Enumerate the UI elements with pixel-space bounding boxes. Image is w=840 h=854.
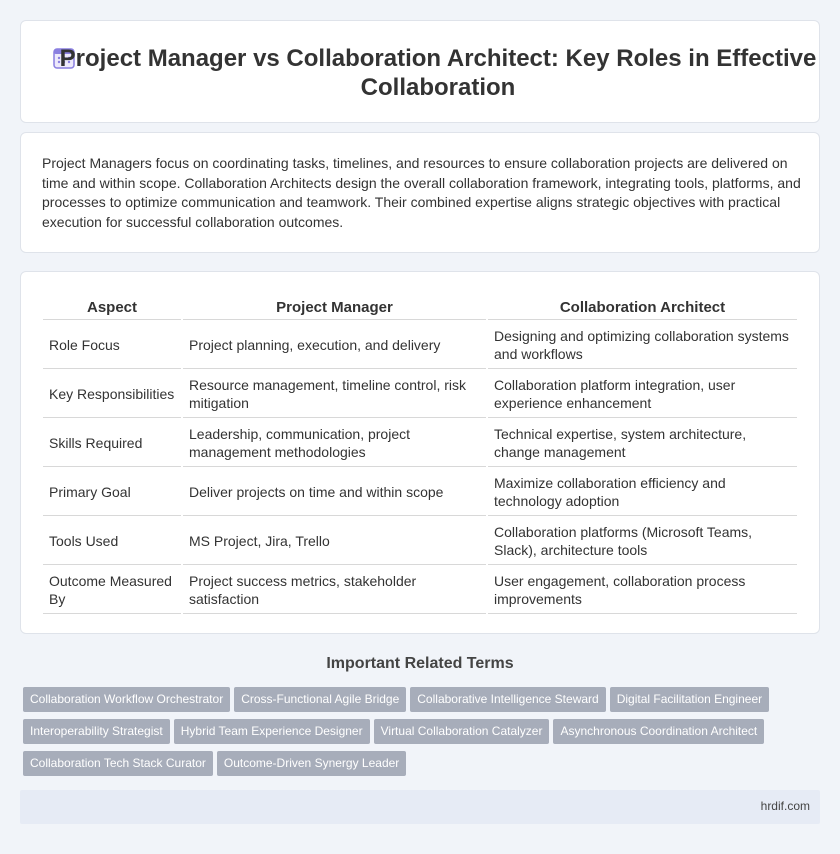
summary-text: Project Managers focus on coordinating tasks, timelines, and resources to ensure collaboration projects are delivered on time and within scope. Collaboration Architects design the overall collaboration framework, integrating tools, platforms, and processes to optimize communication and teamwork. Their combined expertise aligns strategic objectives with practical execution for successful collaboration outcomes. — [42, 155, 801, 230]
term-tag[interactable]: Outcome-Driven Synergy Leader — [217, 751, 406, 776]
term-tag[interactable]: Virtual Collaboration Catalyzer — [374, 719, 550, 744]
table-row — [43, 322, 797, 369]
table-row — [43, 567, 797, 614]
summary-card — [20, 132, 820, 253]
table-row — [43, 371, 797, 418]
header-project-manager: Project Manager — [183, 297, 486, 320]
collaboration-architect-cell: User engagement, collaboration process improvements — [488, 567, 797, 614]
collaboration-architect-cell: Designing and optimizing collaboration systems and workflows — [488, 322, 797, 369]
term-tag[interactable]: Interoperability Strategist — [23, 719, 170, 744]
term-tag[interactable]: Collaboration Tech Stack Curator — [23, 751, 213, 776]
table-row — [43, 420, 797, 467]
aspect-cell: Tools Used — [43, 518, 181, 565]
comparison-table-card — [20, 271, 820, 634]
term-tag[interactable]: Asynchronous Coordination Architect — [553, 719, 764, 744]
table-header-row — [43, 297, 797, 320]
aspect-cell: Key Responsibilities — [43, 371, 181, 418]
aspect-cell: Role Focus — [43, 322, 181, 369]
footer — [20, 790, 820, 824]
term-tag[interactable]: Digital Facilitation Engineer — [610, 687, 769, 712]
term-tag[interactable]: Cross-Functional Agile Bridge — [234, 687, 406, 712]
header-aspect: Aspect — [43, 297, 181, 320]
comparison-table — [41, 295, 799, 616]
term-tag[interactable]: Hybrid Team Experience Designer — [174, 719, 370, 744]
collaboration-architect-cell: Collaboration platform integration, user experience enhancement — [488, 371, 797, 418]
collaboration-architect-cell: Collaboration platforms (Microsoft Teams, Slack), architecture tools — [488, 518, 797, 565]
collaboration-architect-cell: Technical expertise, system architecture, change management — [488, 420, 797, 467]
page-title: Project Manager vs Collaboration Architect: Key Roles in Effective Collaboration — [59, 45, 817, 101]
collaboration-architect-cell: Maximize collaboration efficiency and technology adoption — [488, 469, 797, 516]
project-manager-cell: Resource management, timeline control, risk mitigation — [183, 371, 486, 418]
header-collaboration-architect: Collaboration Architect — [488, 297, 797, 320]
related-terms-list — [23, 687, 813, 783]
table-row — [43, 518, 797, 565]
footer-site-link[interactable]: hrdif.com — [760, 799, 810, 813]
title-card — [20, 20, 820, 123]
table-row — [43, 469, 797, 516]
related-terms-heading: Important Related Terms — [326, 655, 514, 672]
aspect-cell: Outcome Measured By — [43, 567, 181, 614]
project-manager-cell: Project planning, execution, and delivery — [183, 322, 486, 369]
aspect-cell: Skills Required — [43, 420, 181, 467]
project-manager-cell: Deliver projects on time and within scope — [183, 469, 486, 516]
term-tag[interactable]: Collaboration Workflow Orchestrator — [23, 687, 230, 712]
project-manager-cell: Project success metrics, stakeholder satisfaction — [183, 567, 486, 614]
term-tag[interactable]: Collaborative Intelligence Steward — [410, 687, 605, 712]
project-manager-cell: MS Project, Jira, Trello — [183, 518, 486, 565]
project-manager-cell: Leadership, communication, project management methodologies — [183, 420, 486, 467]
aspect-cell: Primary Goal — [43, 469, 181, 516]
